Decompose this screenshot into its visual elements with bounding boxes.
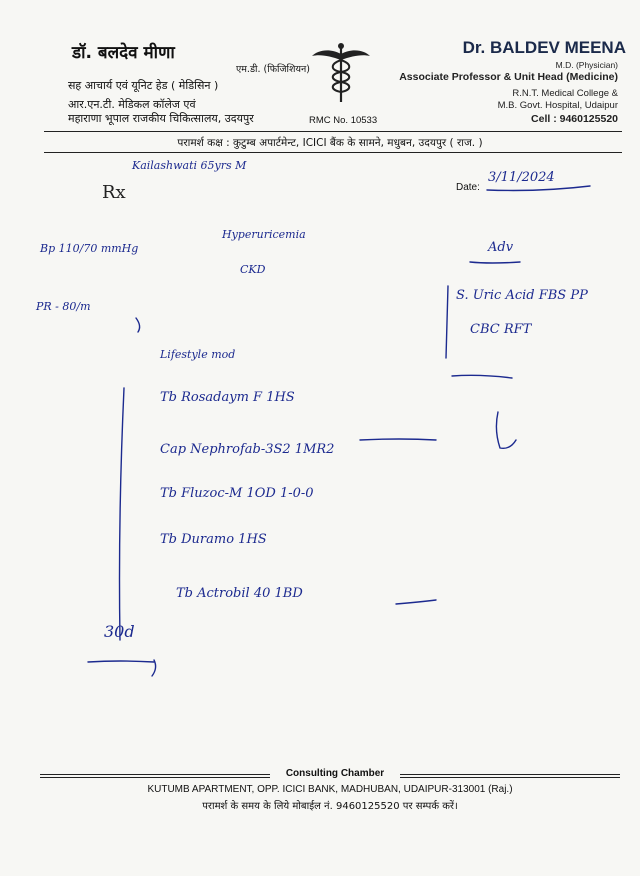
doctor-name-hindi: डॉ. बलदेव मीणा <box>72 43 175 63</box>
medicine-item: Tb Duramo 1HS <box>160 532 267 547</box>
hospital-hindi: महाराणा भूपाल राजकीय चिकित्सालय, उदयपुर <box>68 112 254 125</box>
rmc-number: RMC No. 10533 <box>309 115 378 126</box>
footer-contact-hindi: परामर्श के समय के लिये मोबाईल नं. 9460125520 पर सम्पर्क करें। <box>202 801 458 812</box>
diagnosis-1: Hyperuricemia <box>222 228 306 241</box>
advice-title: Adv <box>488 240 514 255</box>
medicine-item: Tb Fluzoc-M 1OD 1-0-0 <box>160 486 314 501</box>
date-value: 3/11/2024 <box>488 170 555 185</box>
footer-title: Consulting Chamber <box>270 768 400 779</box>
consultation-address-hindi: परामर्श कक्ष : कुटुम्ब अपार्टमेन्ट, ICICI बैंक के सामने, मधुबन, उदयपुर ( राज. ) <box>177 137 483 149</box>
degree-hindi: एम.डी. (फिजिशियन) <box>236 64 310 75</box>
patient-line: Kailashwati 65yrs M <box>132 159 247 172</box>
college-english: R.N.T. Medical College & <box>512 88 618 99</box>
medicine-item: Tb Actrobil 40 1BD <box>176 586 303 601</box>
footnote-duration: 30d <box>104 622 135 641</box>
date-label: Date: <box>456 182 480 193</box>
advice-2: CBC RFT <box>470 322 532 337</box>
hospital-english: M.B. Govt. Hospital, Udaipur <box>497 100 618 111</box>
medicine-item: Tb Rosadaym F 1HS <box>160 390 295 405</box>
rx-symbol: Rx <box>102 182 126 203</box>
vitals-bp: Bp 110/70 mmHg <box>40 242 139 255</box>
lifestyle-advice: Lifestyle mod <box>160 348 236 361</box>
designation-english: Associate Professor & Unit Head (Medicine) <box>399 71 618 83</box>
medicine-item: Cap Nephrofab-3S2 1MR2 <box>160 442 335 457</box>
diagnosis-2: CKD <box>240 263 266 276</box>
cell-number: Cell : 9460125520 <box>531 113 618 125</box>
advice-1: S. Uric Acid FBS PP <box>456 288 588 303</box>
doctor-name-english: Dr. BALDEV MEENA <box>462 38 626 57</box>
designation-hindi: सह आचार्य एवं यूनिट हेड ( मेडिसिन ) <box>68 79 219 92</box>
degree-english: M.D. (Physician) <box>555 60 618 70</box>
vitals-pr: PR - 80/m <box>36 300 91 313</box>
footer-address: KUTUMB APARTMENT, OPP. ICICI BANK, MADHUBAN, UDAIPUR-313001 (Raj.) <box>147 784 513 795</box>
college-hindi: आर.एन.टी. मेडिकल कॉलेज एवं <box>68 98 196 111</box>
